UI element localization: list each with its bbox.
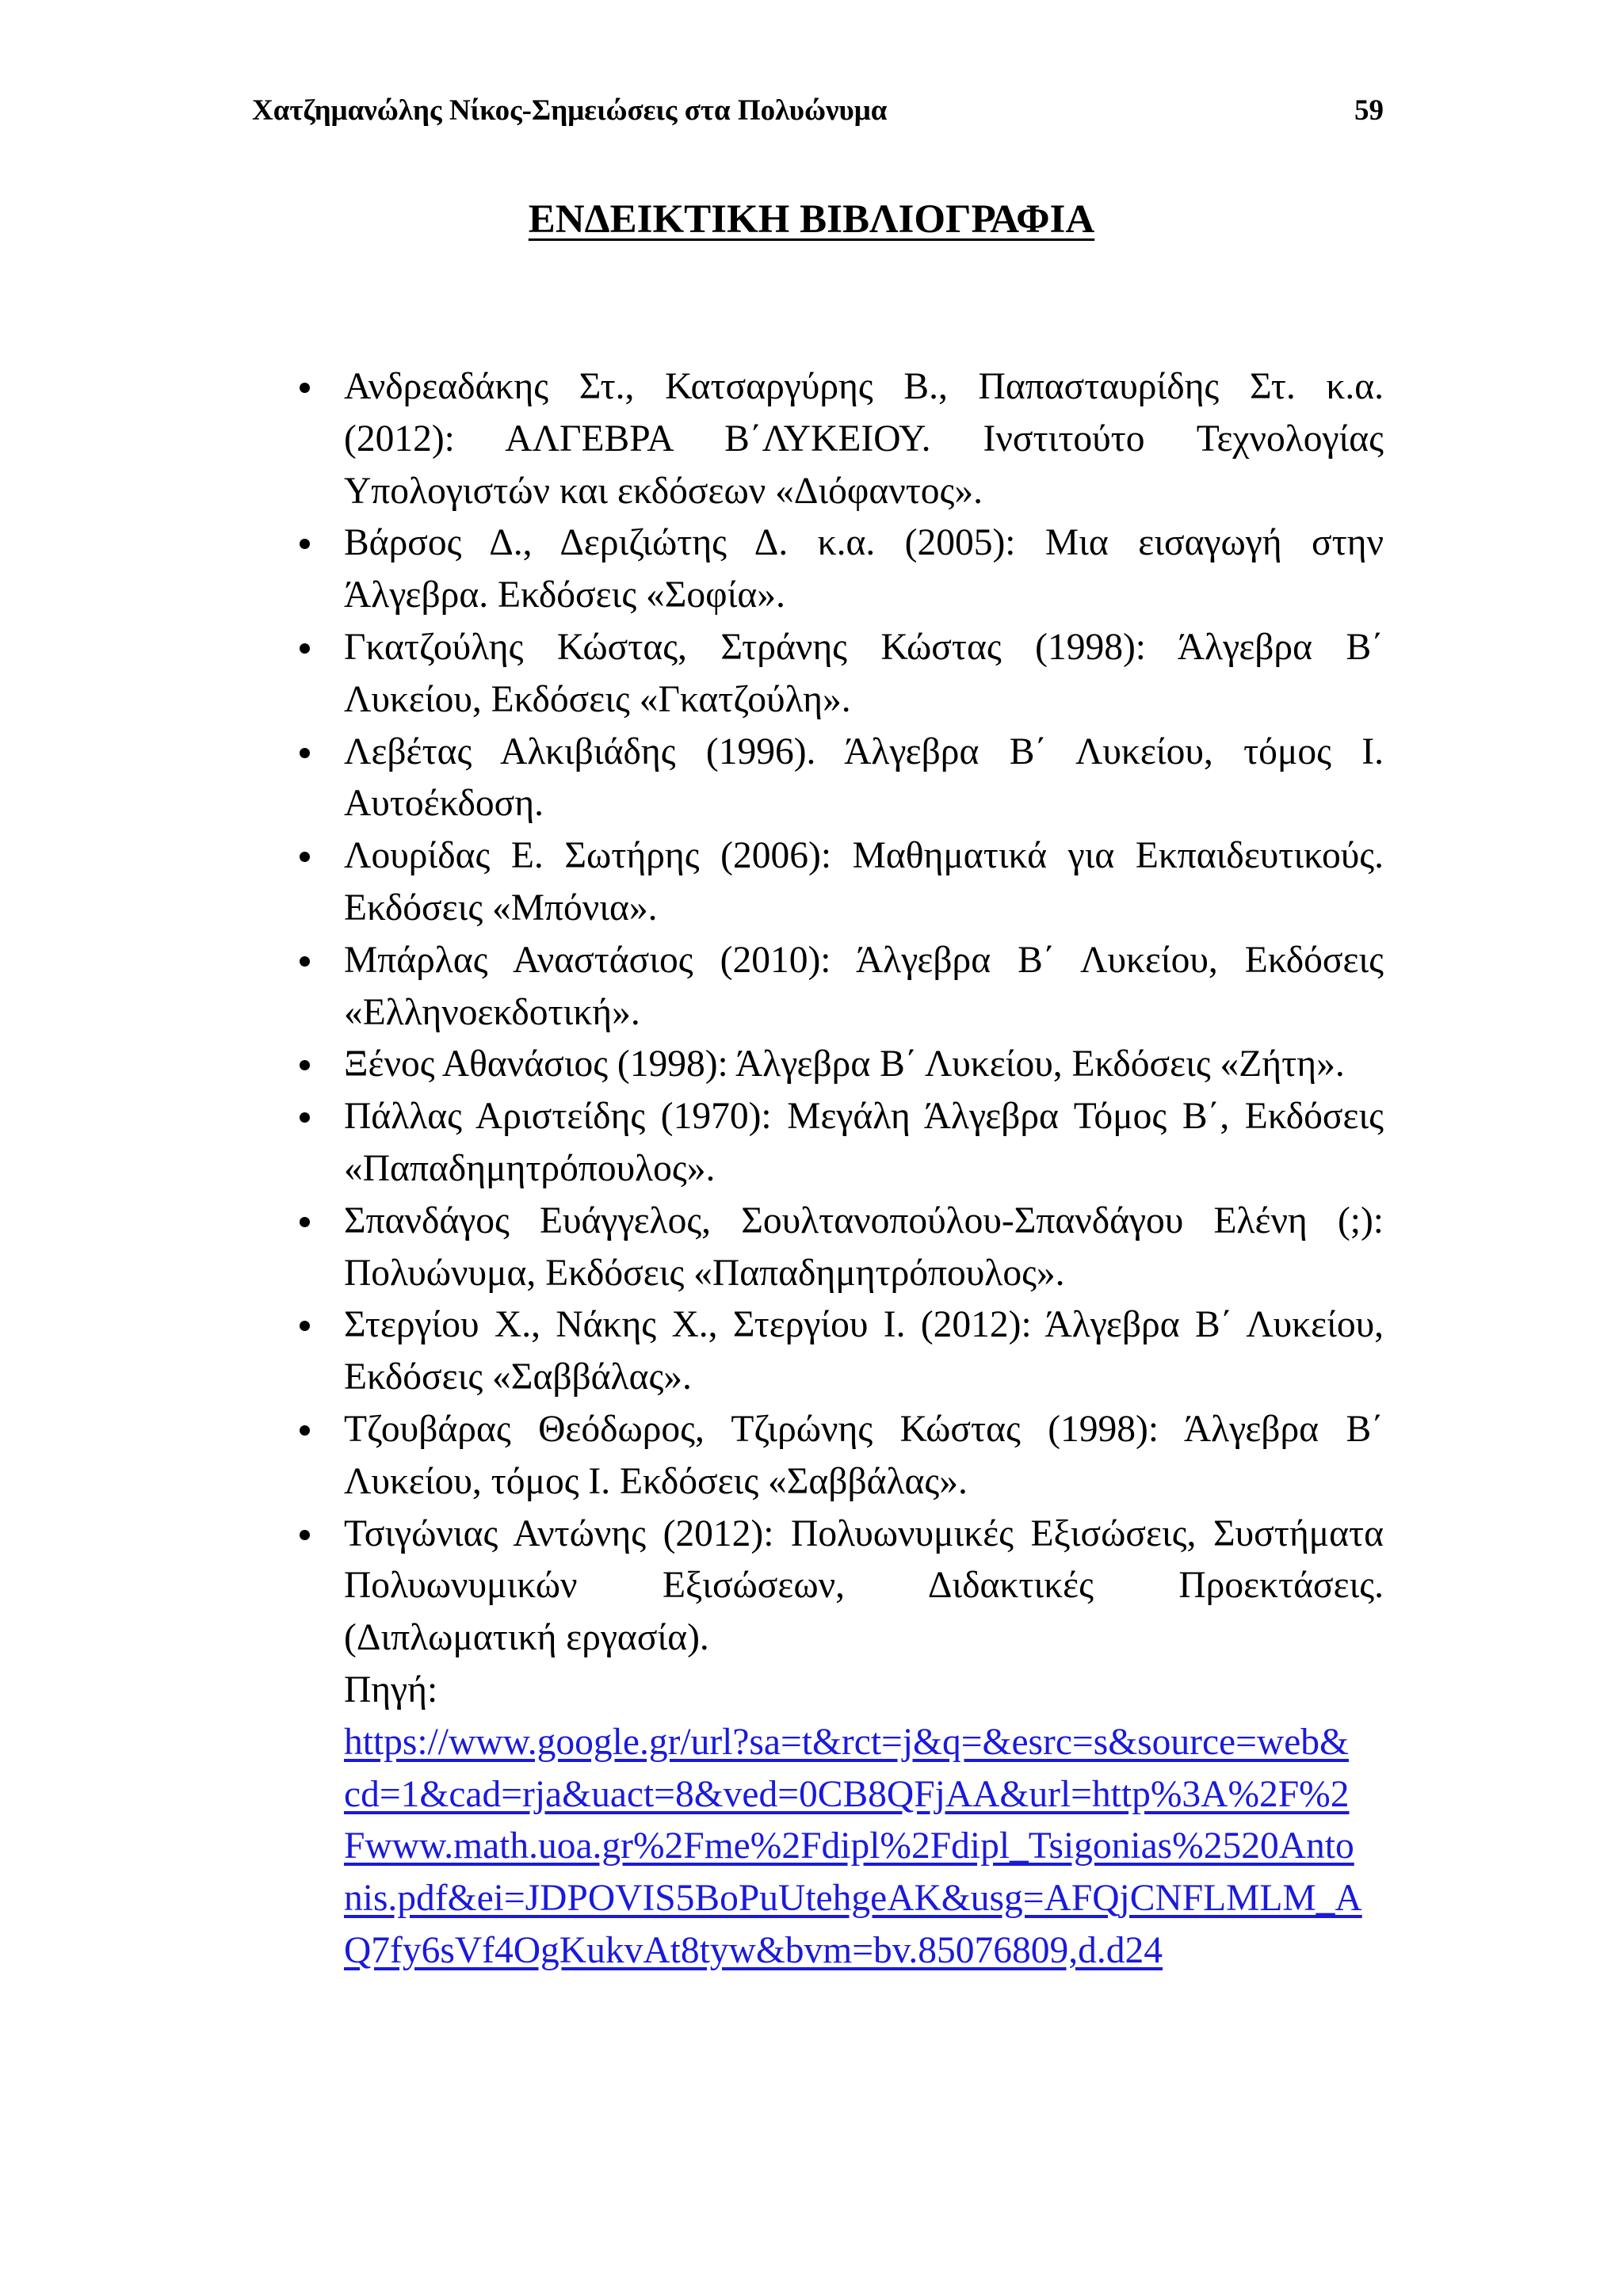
reference-line: Γκατζούλης Κώστας, Στράνης Κώστας (1998): Άλγεβρα Β΄ [344,626,1384,668]
reference-item [344,1091,1384,1196]
reference-line: Ξένος Αθανάσιος (1998): Άλγεβρα Β΄ Λυκείου, Εκδόσεις «Ζήτη». [344,1043,1345,1085]
reference-line: «Ελληνοεκδοτική». [344,991,640,1033]
running-title: Χατζημανώλης Νίκος-Σημειώσεις στα Πολυώνυμα [252,94,888,127]
source-link-line: cd=1&cad=rja&uact=8&ved=0CB8QFjAA&url=http%3A%2F%2 [344,1773,1350,1815]
reference-line: Βάρσος Δ., Δεριζιώτης Δ. κ.α. (2005): Μια εισαγωγή στην [344,522,1384,564]
bibliography-list [344,361,1384,1978]
reference-item [344,1196,1384,1300]
reference-line: Άλγεβρα. Εκδόσεις «Σοφία». [344,574,785,616]
reference-item [344,517,1384,622]
reference-item [344,361,1384,517]
reference-line: «Παπαδημητρόπουλος». [344,1147,716,1189]
reference-line: Σπανδάγος Ευάγγελος, Σουλτανοπούλου-Σπανδάγου Ελένη (;): [344,1199,1384,1241]
reference-line: Λυκείου, Εκδόσεις «Γκατζούλη». [344,678,851,720]
reference-line: Υπολογιστών και εκδόσεων «Διόφαντος». [344,470,983,512]
reference-item [344,622,1384,727]
reference-line: Λεβέτας Αλκιβιάδης (1996). Άλγεβρα Β΄ Λυκείου, τόμος Ι. [344,730,1384,772]
source-link-line: Q7fy6sVf4OgKukvAt8tyw&bvm=bv.85076809,d.d24 [344,1929,1163,1971]
reference-item [344,935,1384,1039]
reference-line: Εκδόσεις «Σαββάλας». [344,1356,692,1398]
reference-item [344,1039,1384,1091]
source-link-line: Fwww.math.uoa.gr%2Fme%2Fdipl%2Fdipl_Tsigonias%2520Anto [344,1825,1354,1867]
reference-line: (Διπλωματική εργασία). [344,1617,709,1659]
source-link-line: https://www.google.gr/url?sa=t&rct=j&q=&esrc=s&source=web& [344,1721,1349,1763]
reference-line: Στεργίου Χ., Νάκης Χ., Στεργίου Ι. (2012): Άλγεβρα Β΄ Λυκείου, [344,1304,1384,1346]
reference-line: (2012): ΑΛΓΕΒΡΑ Β΄ΛΥΚΕΙΟΥ. Ινστιτούτο Τεχνολογίας [344,418,1384,460]
reference-item [344,1404,1384,1508]
source-link-line: nis.pdf&ei=JDPOVIS5BoPuUtehgeAK&usg=AFQjCNFLMLM_A [344,1878,1362,1920]
source-link[interactable] [344,1717,1384,1978]
reference-line: Τζουβάρας Θεόδωρος, Τζιρώνης Κώστας (1998): Άλγεβρα Β΄ [344,1408,1384,1450]
reference-line: Τσιγώνιας Αντώνης (2012): Πολυωνυμικές Εξισώσεις, Συστήματα [344,1512,1384,1554]
reference-line: Αυτοέκδοση. [344,783,544,825]
reference-line: Λουρίδας Ε. Σωτήρης (2006): Μαθηματικά για Εκπαιδευτικούς. [344,835,1384,877]
source-label: Πηγή: [344,1669,438,1711]
reference-item [344,830,1384,935]
reference-item [344,1299,1384,1404]
reference-item [344,1508,1384,1978]
reference-line: Λυκείου, τόμος Ι. Εκδόσεις «Σαββάλας». [344,1460,968,1502]
reference-line: Ανδρεαδάκης Στ., Κατσαργύρης Β., Παπασταυρίδης Στ. κ.α. [344,366,1384,407]
reference-line: Πολυώνυμα, Εκδόσεις «Παπαδημητρόπουλος». [344,1252,1065,1294]
reference-line: Πολυωνυμικών Εξισώσεων, Διδακτικές Προεκτάσεις. [344,1565,1384,1607]
reference-line: Εκδόσεις «Μπόνια». [344,887,658,929]
reference-item [344,727,1384,831]
page-title: ΕΝΔΕΙΚΤΙΚΗ ΒΙΒΛΙΟΓΡΑΦΙΑ [528,197,1095,242]
reference-line: Πάλλας Αριστείδης (1970): Μεγάλη Άλγεβρα Τόμος Β΄, Εκδόσεις [344,1096,1384,1138]
page-number: 59 [1354,94,1384,127]
reference-line: Μπάρλας Αναστάσιος (2010): Άλγεβρα Β΄ Λυκείου, Εκδόσεις [344,939,1384,981]
running-header [252,93,1384,128]
